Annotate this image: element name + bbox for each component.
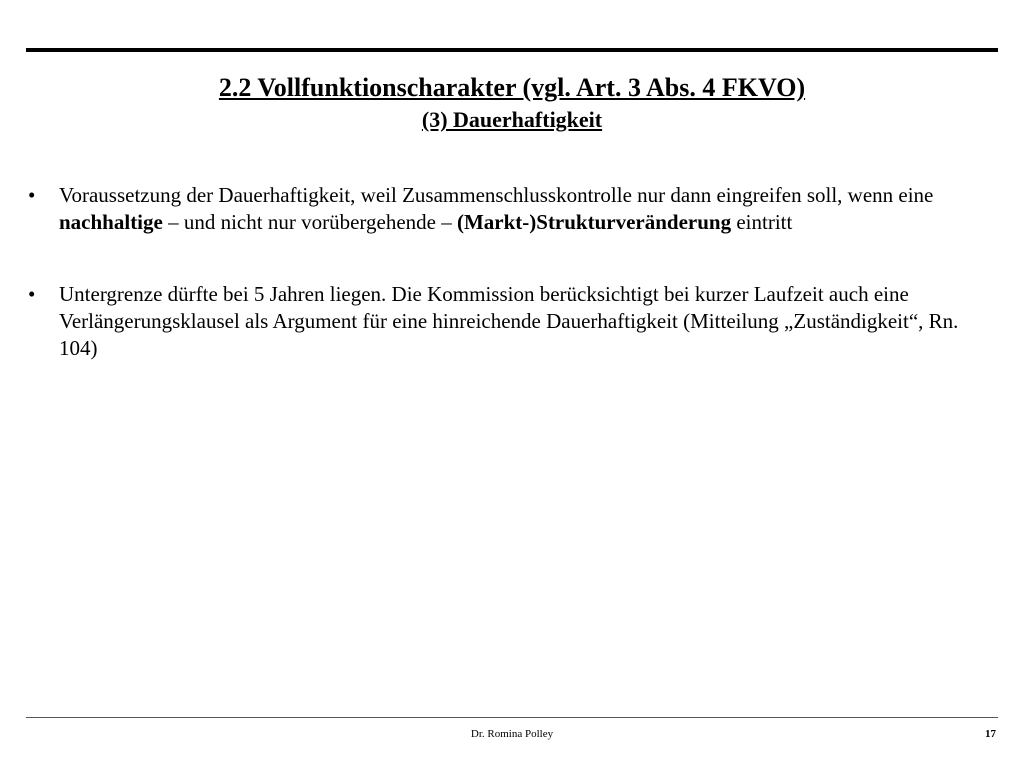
bullet-list [28,182,1000,407]
bullet-item [28,281,1000,362]
bullet-text [59,282,958,360]
bottom-divider [26,717,998,718]
page-number: 17 [985,728,996,740]
bullet-dot-icon: • [28,282,36,306]
bullet-text-segment: eintritt [731,210,793,234]
slide-title: 2.2 Vollfunktionscharakter (vgl. Art. 3 Abs. 4 FKVO) [218,73,806,102]
bullet-text-segment: Untergrenze dürfte bei 5 Jahren liegen. Die Kommission berücksichtigt bei kurzer Laufzeit auch eine Verlängerungsklausel als Argument für eine hinreichende Dauerhaftigkeit (Mitteilung „Zuständigkeit“, Rn. 104) [59,282,959,360]
bullet-text [59,183,933,234]
bullet-dot-icon: • [28,183,36,207]
slide-subtitle: (3) Dauerhaftigkeit [421,107,603,132]
footer-author: Dr. Romina Polley [470,728,554,740]
bullet-text-bold-segment: (Markt-)Strukturveränderung [456,210,732,234]
bullet-item [28,182,1000,236]
top-divider [26,48,998,52]
bullet-text-segment: Voraussetzung der Dauerhaftigkeit, weil Zusammenschlusskontrolle nur dann eingreifen soll, wenn eine [59,183,934,207]
bullet-text-segment: – und nicht nur vorübergehende – [162,210,457,234]
bullet-text-bold-segment: nachhaltige [59,210,163,234]
